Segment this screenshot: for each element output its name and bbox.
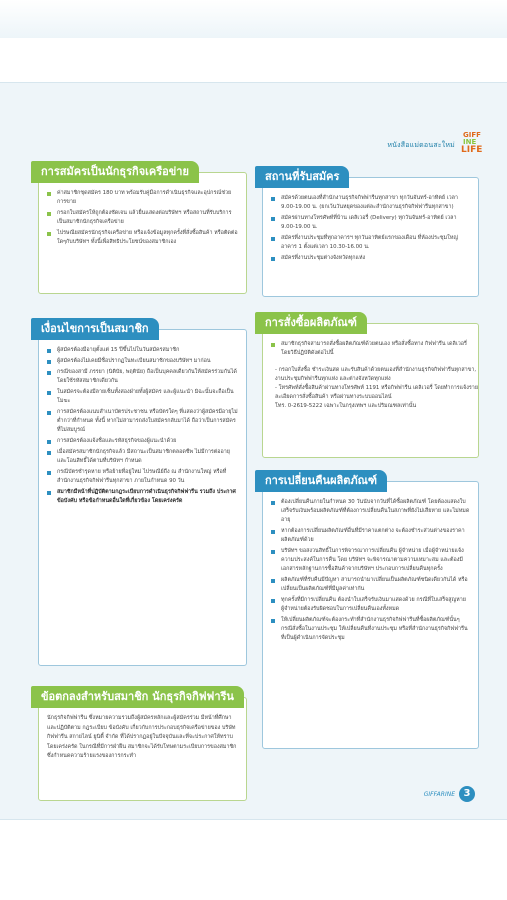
order-sub-2: - โทรศัพท์สั่งซื้อสินค้าผ่านทางโทรศัพท์ 1191 หรือกิฟฟารีน เดลิเวอรี่ โดยทำการแจ้งรายละเอียดการสั่งซื้อสินค้า หรือผ่านทางระบบออนไลน์ <box>275 385 478 400</box>
exchange-card <box>262 474 479 749</box>
list-item: ในสมัครจะต้องมีลายเซ็นทั้งสองฝ่ายทั้งผู้สมัคร และผู้แนะนำ มิฉะนั้นจะถือเป็นโมฆะ <box>47 388 238 406</box>
list-item: หากต้องการเปลี่ยนผลิตภัณฑ์อื่นที่มีราคาแตกต่าง จะต้องชำระส่วนต่างของราคาผลิตภัณฑ์ด้วย <box>271 527 470 545</box>
list-item: ต้องเปลี่ยนคืนภายในกำหนด 30 วันนับจากวันที่ได้ซื้อผลิตภัณฑ์ โดยต้องแสดงใบเสร็จรับเงินพร้อมผลิตภัณฑ์ที่ต้องการเปลี่ยนคืนในสภาพที่ยังไม่เสียหาย และไม่หมดอายุ <box>271 498 470 525</box>
distributor-title: การสมัครเป็นนักธุรกิจเครือข่าย <box>31 161 199 183</box>
order-title: การสั่งซื้อผลิตภัณฑ์ <box>255 312 367 334</box>
order-sub-1: - กรอกใบสั่งซื้อ ชำระเงินสด และรับสินค้าด้วยตนเองที่สำนักงานธุรกิจกิฟฟารีนทุกสาขา, งานประชุมกิฟฟารีนทุกแห่ง และต่างจังหวัดทุกแห่ง <box>275 367 477 382</box>
membership-title: เงื่อนไขการเป็นสมาชิก <box>31 318 159 340</box>
agreement-text: นักธุรกิจกิฟฟารีน ซึ่งหมายความรวมถึงผู้สมัครหลักและผู้สมัครร่วม มีหน้าที่ศึกษาและปฏิบัติตาม กฎระเบียบ ข้อบังคับ เกี่ยวกับการประกอบธุรกิจเครือข่ายของ บริษัท กิฟฟารีน สกายไลน์ ยูนิตี้ จำกัด ที่ได้ปรากฏอยู่ในปัจจุบันและที่จะประกาศให้ทราบ โดยเคร่งครัด ในกรณีที่มีการฝ่าฝืน สมาชิกจะได้รับโทษตามระเบียบการของสมาชิกซึ่งกำหนดความร้ายแรงของการกระทำ <box>47 715 237 759</box>
list-item: การสมัครต้องแนบสำเนาบัตรประชาชน หรือบัตรใดๆ ที่แสดงว่าผู้สมัครมีอายุไม่ต่ำกว่าที่กำหนด ทั้งนี้ หากไม่สามารถส่งใบสมัครกลับมาได้ ถือว่าเป็นการสมัครที่ไม่สมบูรณ์ <box>47 408 238 435</box>
list-item: เมื่อสมัครสมาชิกนักธุรกิจแล้ว มีสถานะเป็นสมาชิกตลอดชีพ ไม่มีการต่ออายุ และโอนสิทธิ์ได้ตามที่บริษัทฯ กำหนด <box>47 448 238 466</box>
list-item: การสมัครต้องแจ้งชื่อและรหัสธุรกิจของผู้แนะนำด้วย <box>47 437 238 446</box>
apply-place-title: สถานที่รับสมัคร <box>255 166 349 188</box>
membership-list <box>39 330 246 514</box>
list-item: กรณีบัตรชำรุดหาย หรือย้ายที่อยู่ใหม่ ไปรษณีย์ถึง ณ สำนักงานใหญ่ หรือที่สำนักงานธุรกิจกิฟฟารีนทุกสาขา ภายในกำหนด 90 วัน <box>47 468 238 486</box>
list-item: ผู้สมัครต้องไม่เคยมีชื่อปรากฏในทะเบียนสมาชิกของบริษัทฯ มาก่อน <box>47 357 238 366</box>
top-strip <box>0 0 507 38</box>
page-header <box>387 132 481 158</box>
list-item: สมัครที่งานประชุมที่ทุกอาคารฯ ทุกวันอาทิตย์แรกของเดือน ที่ห้องประชุมใหญ่ อาคาร 1 ตั้งแต่เวลา 10.30-16.00 น. <box>271 234 470 252</box>
list-item: ผลิตภัณฑ์ที่รับคืนมีปัญหา สามารถนำมาเปลี่ยนเป็นผลิตภัณฑ์ชนิดเดียวกันได้ หรือเปลี่ยนเป็นผลิตภัณฑ์ที่มีมูลค่าเท่ากัน <box>271 576 470 594</box>
list-item: ทุกครั้งที่มีการเปลี่ยนคืน ต้องนำใบเสร็จรับเงินมาแสดงด้วย กรณีที่ใบเสร็จสูญหาย ผู้จำหน่ายต้องรับผิดชอบในการเปลี่ยนคืนเองทั้งหมด <box>271 596 470 614</box>
agreement-card <box>38 690 247 801</box>
list-item: สมัครด้วยตนเองที่สำนักงานธุรกิจกิฟฟารีนทุกสาขา ทุกวันจันทร์-อาทิตย์ เวลา 9.00-19.00 น. (ยกเว้นวันหยุดของแต่ละสำนักงานธุรกิจกิฟฟารีนทุกสาขา) <box>271 194 470 212</box>
list-item: ค่าสมาชิกชุดสมัคร 180 บาท พร้อมรับคู่มือการดำเนินธุรกิจและอุปกรณ์ช่วยการขาย <box>47 189 238 207</box>
list-item: สมัครที่งานประชุมต่างจังหวัดทุกแห่ง <box>271 254 470 263</box>
list-item: กรอกใบสมัครให้ถูกต้องชัดเจน แล้วยื่นแสดงต่อบริษัทฯ หรือสถานที่รับบริการ เป็นสมาชิกนักธุรกิจเครือข่าย <box>47 209 238 227</box>
list-item: ไปรษณียสมัครนักธุรกิจเครือข่าย หรือแจ้งข้อมูลทุกครั้งที่สั่งซื้อสินค้า หรือติดต่อใดๆกับบริษัทฯ ทั้งนี้เพื่อสิทธิประโยชน์ของสมาชิกเอง <box>47 229 238 247</box>
agreement-title: ข้อตกลงสำหรับสมาชิก นักธุรกิจกิฟฟารีน <box>31 686 244 708</box>
order-phone: โทร. 0-2619-5222 เฉพาะในกรุงเทพฯ และปริมณฑลเท่านั้น <box>275 403 417 409</box>
distributor-card <box>38 165 247 294</box>
page-number: 3 <box>459 786 475 802</box>
apply-place-card <box>262 170 479 297</box>
order-card <box>262 316 479 458</box>
page-frame <box>0 82 507 820</box>
brand-logo <box>461 132 481 158</box>
list-item: สมัครผ่านทางโทรศัพท์ที่บ้าน เดลิเวอรี่ (Delivery) ทุกวันจันทร์-อาทิตย์ เวลา 9.00-19.00 น. <box>271 214 470 232</box>
apply-place-list <box>263 178 478 271</box>
page-footer <box>424 786 475 802</box>
distributor-list <box>39 173 246 255</box>
logo-line-1: GIFF <box>463 131 481 139</box>
membership-card <box>38 322 247 666</box>
exchange-title: การเปลี่ยนคืนผลิตภัณฑ์ <box>255 470 387 492</box>
list-item: สมาชิกมีหน้าที่ปฏิบัติตามกฎระเบียบการดำเนินธุรกิจกิฟฟารีน รวมถึง ประกาศ ข้อบังคับ หรือข้อกำหนดอื่นใดที่เกี่ยวข้อง โดยเคร่งครัด <box>47 488 238 506</box>
exchange-list <box>263 482 478 651</box>
list-item: สมาชิกธุรกิจสามารถสั่งซื้อผลิตภัณฑ์ด้วยตนเอง หรือสั่งซื้อทาง กิฟฟารีน เดลิเวอรี่ โดยวิธีปฏิบัติดังต่อไปนี้ <box>271 340 470 358</box>
list-item: กรณีของสามี ภรรยา (นิติบัย, พฤตินัย) ถือเป็นบุคคลเดียวกันให้สมัครร่วมกันได้ โดยใช้รหัสสมาชิกเดียวกัน <box>47 368 238 386</box>
list-item: ให้เปลี่ยนผลิตภัณฑ์จะต้องกระทำที่สำนักงานธุรกิจกิฟฟารีนที่ซื้อผลิตภัณฑ์นั้นๆ กรณีสั่งซื้อในงานประชุม ให้เปลี่ยนคืนที่งานประชุม หรือที่สำนักงานธุรกิจกิฟฟารีน ที่เป็นผู้ดำเนินการจัดประชุม <box>271 616 470 643</box>
logo-line-3: LIFE <box>461 145 483 155</box>
list-item: บริษัทฯ ขอสงวนสิทธิ์ในการพิจารณาการเปลี่ยนคืน ผู้จำหน่าย เมื่อผู้จำหน่ายแจ้งความประสงค์ในการคืน โดย บริษัทฯ จะพิจารณาตามความเหมาะสม และต้องมีเอกสารหลักฐานการซื้อสินค้าจากบริษัทฯ ประกอบการเปลี่ยนคืนทุกครั้ง <box>271 547 470 574</box>
logo-line-2: INE <box>463 138 477 146</box>
header-text: หนังสือแม่ดอนสะใหม่ <box>387 140 455 149</box>
list-item: ผู้สมัครต้องมีอายุตั้งแต่ 15 ปีขึ้นไปในวันสมัครสมาชิก <box>47 346 238 355</box>
footer-brand: GIFFARINE <box>423 790 455 798</box>
